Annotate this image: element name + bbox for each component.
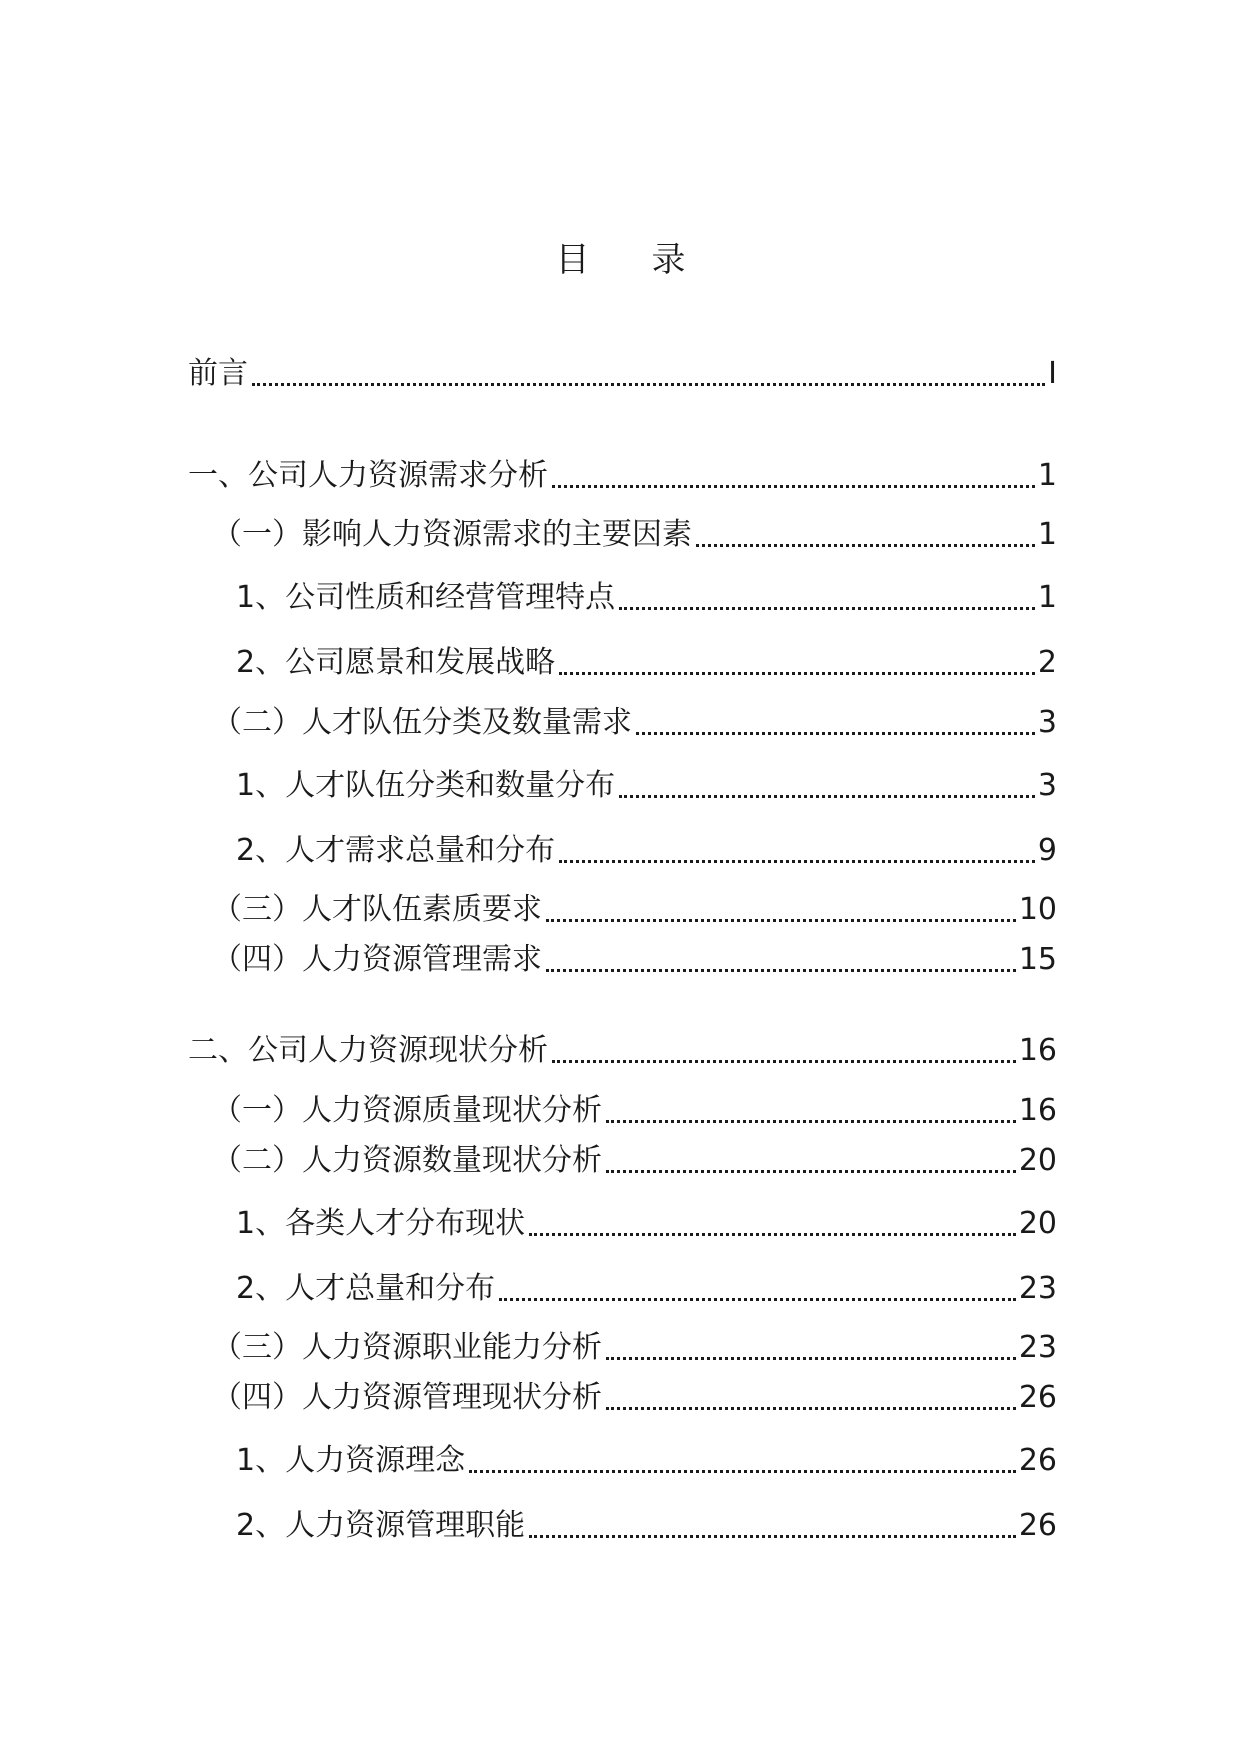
page-title — [0, 238, 1241, 282]
toc-entry-page: 26 — [1018, 1380, 1057, 1415]
toc-leader-dots — [559, 672, 1035, 675]
toc-entry-page: 3 — [1037, 768, 1057, 803]
toc-leader-dots — [606, 1357, 1016, 1360]
toc-entry-item-1-1-2[interactable] — [236, 641, 1057, 685]
toc-entry-section-1-1[interactable] — [212, 513, 1057, 557]
toc-leader-dots — [559, 860, 1035, 863]
toc-leader-dots — [606, 1170, 1016, 1173]
toc-entry-preface[interactable] — [188, 352, 1057, 396]
toc-entry-page: 1 — [1037, 580, 1057, 615]
toc-entry-label: 1、各类人才分布现状 — [236, 1206, 526, 1241]
toc-entry-page: 20 — [1018, 1206, 1057, 1241]
toc-leader-dots — [529, 1535, 1016, 1538]
toc-entry-page: 10 — [1018, 892, 1057, 927]
toc-leader-dots — [252, 383, 1045, 386]
toc-entry-page: 20 — [1018, 1143, 1057, 1178]
toc-entry-page: 2 — [1037, 645, 1057, 680]
toc-entry-chapter-1[interactable] — [188, 454, 1057, 498]
toc-leader-dots — [552, 1060, 1016, 1063]
toc-leader-dots — [546, 969, 1016, 972]
toc-entry-label: 2、人才需求总量和分布 — [236, 833, 556, 868]
toc-entry-label: （一）人力资源质量现状分析 — [212, 1093, 602, 1128]
toc-entry-page: 3 — [1037, 705, 1057, 740]
toc-entry-page: I — [1048, 356, 1057, 391]
toc-leader-dots — [552, 485, 1035, 488]
toc-entry-item-2-2-1[interactable] — [236, 1202, 1057, 1246]
toc-entry-section-2-2[interactable] — [212, 1139, 1057, 1183]
toc-entry-section-2-3[interactable] — [212, 1326, 1057, 1370]
title-part-1: 目 — [555, 240, 590, 280]
toc-entry-label: 2、公司愿景和发展战略 — [236, 645, 556, 680]
toc-entry-label: （四）人力资源管理现状分析 — [212, 1380, 602, 1415]
toc-entry-section-1-4[interactable] — [212, 938, 1057, 982]
toc-entry-label: 前言 — [188, 356, 248, 391]
toc-entry-page: 16 — [1018, 1093, 1057, 1128]
toc-entry-section-2-4[interactable] — [212, 1376, 1057, 1420]
toc-entry-label: 2、人才总量和分布 — [236, 1271, 496, 1306]
toc-entry-item-1-1-1[interactable] — [236, 576, 1057, 620]
toc-entry-label: 二、公司人力资源现状分析 — [188, 1033, 548, 1068]
toc-entry-chapter-2[interactable] — [188, 1029, 1057, 1073]
toc-leader-dots — [636, 732, 1035, 735]
toc-entry-item-2-2-2[interactable] — [236, 1267, 1057, 1311]
toc-entry-section-1-2[interactable] — [212, 701, 1057, 745]
toc-entry-page: 23 — [1018, 1330, 1057, 1365]
toc-leader-dots — [606, 1407, 1016, 1410]
toc-entry-label: （三）人力资源职业能力分析 — [212, 1330, 602, 1365]
toc-entry-page: 1 — [1037, 458, 1057, 493]
toc-entry-label: 2、人力资源管理职能 — [236, 1508, 526, 1543]
toc-entry-item-2-4-1[interactable] — [236, 1439, 1057, 1483]
toc-leader-dots — [529, 1233, 1016, 1236]
toc-entry-section-1-3[interactable] — [212, 888, 1057, 932]
toc-entry-item-1-2-2[interactable] — [236, 829, 1057, 873]
toc-leader-dots — [469, 1470, 1016, 1473]
toc-entry-label: 1、人才队伍分类和数量分布 — [236, 768, 616, 803]
toc-entry-page: 15 — [1018, 942, 1057, 977]
toc-leader-dots — [619, 607, 1035, 610]
toc-leader-dots — [499, 1298, 1016, 1301]
toc-entry-label: （四）人力资源管理需求 — [212, 942, 542, 977]
title-part-2: 录 — [651, 240, 686, 280]
toc-entry-label: 1、公司性质和经营管理特点 — [236, 580, 616, 615]
toc-leader-dots — [619, 795, 1035, 798]
toc-entry-label: （二）人才队伍分类及数量需求 — [212, 705, 632, 740]
toc-leader-dots — [696, 544, 1035, 547]
toc-entry-label: 一、公司人力资源需求分析 — [188, 458, 548, 493]
toc-entry-label: （三）人才队伍素质要求 — [212, 892, 542, 927]
toc-entry-page: 26 — [1018, 1443, 1057, 1478]
toc-entry-page: 23 — [1018, 1271, 1057, 1306]
toc-leader-dots — [606, 1120, 1016, 1123]
toc-entry-label: 1、人力资源理念 — [236, 1443, 466, 1478]
toc-entry-page: 16 — [1018, 1033, 1057, 1068]
toc-leader-dots — [546, 919, 1016, 922]
toc-entry-label: （二）人力资源数量现状分析 — [212, 1143, 602, 1178]
toc-entry-label: （一）影响人力资源需求的主要因素 — [212, 517, 692, 552]
toc-entry-item-1-2-1[interactable] — [236, 764, 1057, 808]
toc-entry-page: 26 — [1018, 1508, 1057, 1543]
toc-entry-section-2-1[interactable] — [212, 1089, 1057, 1133]
toc-entry-page: 9 — [1037, 833, 1057, 868]
toc-entry-page: 1 — [1037, 517, 1057, 552]
toc-entry-item-2-4-2[interactable] — [236, 1504, 1057, 1548]
